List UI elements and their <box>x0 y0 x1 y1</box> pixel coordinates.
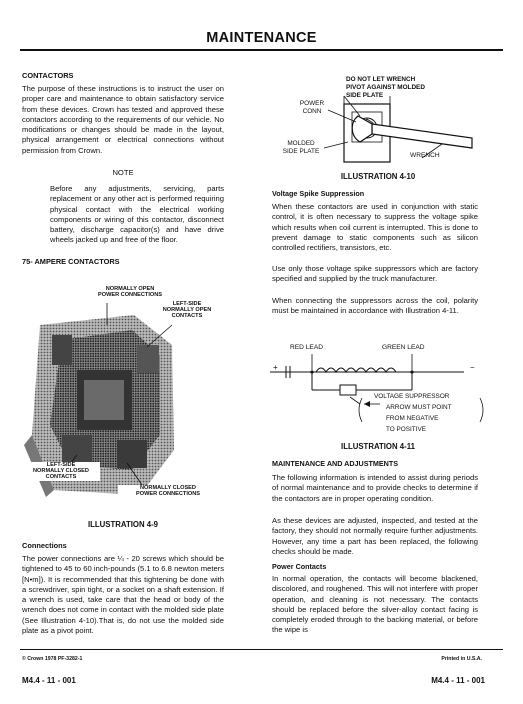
label-left-side-open: LEFT-SIDE NORMALLY OPEN CONTACTS <box>152 301 222 320</box>
maintenance-p1: The following information is intended to assist during periods of normal maintenance and to provide checks to determine if the contactors are in proper operating condition. <box>272 473 478 503</box>
illustration-4-11-caption: ILLUSTRATION 4-11 <box>341 442 415 451</box>
label-power-conn: POWER CONN <box>299 100 325 115</box>
note-text: Before any adjustments, servicing, parts replacement or any other act is performed requiring physical contact with the electrical working components or wiring of this contactor, disconnect battery, discharge capacitor(s) and have drive wheels jacked up and free of the floor. <box>50 184 224 245</box>
voltage-spike-heading: Voltage Spike Suppression <box>272 189 365 198</box>
page-title: MAINTENANCE <box>206 30 317 46</box>
amp-contactors-heading: 75- AMPERE CONTACTORS <box>22 257 120 266</box>
label-molded-side-plate: MOLDED SIDE PLATE <box>282 140 320 155</box>
label-plus: + <box>273 363 278 372</box>
label-normally-closed-power: NORMALLY CLOSED POWER CONNECTIONS <box>118 485 218 497</box>
label-red-lead: RED LEAD <box>290 344 323 351</box>
label-wrench: WRENCH <box>410 152 440 159</box>
voltage-spike-p2: Use only those voltage spike suppressors which are factory specified and supplied by the truck manufacturer. <box>272 264 478 284</box>
voltage-spike-p1: When these contactors are used in conjunction with static control, it is often necessary to suppress the voltage spike which results when coil current is interrupted. This is done to prevent damage to static components such as silicon controlled rectifiers, transistors, etc. <box>272 202 478 253</box>
voltage-spike-p3: When connecting the suppressors across the coil, polarity must be maintained in accordance with Illustration 4-11. <box>272 296 478 316</box>
page-number-left: M4.4 - 11 - 001 <box>22 676 76 685</box>
label-to-positive: TO POSITIVE <box>386 426 427 433</box>
label-minus: − <box>470 363 475 372</box>
power-contacts-text: In normal operation, the contacts will become blackened, discolored, and roughened. This will not interfere with proper operation, and cleaning is not necessary. The contacts should be replaced before the silver-alloy contact facing is completely eroded through to the backing material, or before the wipe is <box>272 574 478 635</box>
label-normally-open-power: NORMALLY OPEN POWER CONNECTIONS <box>97 286 163 299</box>
maintenance-adjustments-heading: MAINTENANCE AND ADJUSTMENTS <box>272 459 399 468</box>
illustration-4-10-caption: ILLUSTRATION 4-10 <box>340 172 416 181</box>
label-green-lead: GREEN LEAD <box>382 344 425 351</box>
label-voltage-suppressor: VOLTAGE SUPPRESSOR <box>374 393 450 400</box>
label-arrow-must-point: ARROW MUST POINT <box>386 404 452 411</box>
connections-heading: Connections <box>22 541 67 550</box>
page-number-right: M4.4 - 11 - 001 <box>431 676 485 685</box>
power-contacts-heading: Power Contacts <box>272 562 327 571</box>
label-from-negative: FROM NEGATIVE <box>386 415 439 422</box>
label-do-not-let-wrench: DO NOT LET WRENCH PIVOT AGAINST MOLDED SIDE PLATE <box>346 76 425 99</box>
title-rule <box>20 49 503 51</box>
label-left-side-closed: LEFT-SIDE NORMALLY CLOSED CONTACTS <box>22 462 100 481</box>
suppressor-diagram <box>264 342 488 432</box>
note-label: NOTE <box>112 168 134 177</box>
maintenance-p2: As these devices are adjusted, inspected, and tested at the factory, they should not normally require further adjustments. However, any time a part has been replaced, the following checks should be made. <box>272 516 478 556</box>
copyright: © Crown 1978 PF-3282-1 <box>22 656 83 662</box>
contactors-paragraph: The purpose of these instructions is to instruct the user on proper care and maintenance to obtain satisfactory service from these devices. Crown has tested and approved these contactors according to the requirements of our vehicle. No modifications or changes should be made in the layout, physical arrangement or electrical connections without permission from Crown. <box>22 84 224 155</box>
illustration-4-9-caption: ILLUSTRATION 4-9 <box>87 520 159 529</box>
printed-in: Printed in U.S.A. <box>441 656 482 662</box>
contactors-heading: CONTACTORS <box>22 71 74 80</box>
connections-text: The power connections are ¼ - 20 screws which should be tightened to 45 to 60 inch-pounds (5.1 to 6.8 newton meters [N•m]). It is recommended that this tightening be done with a screwdriver, spin tight, or a socket on a shaft extension. If a wrench is used, take care that the head or body of the wrench does not come in contact with the molded side plate (See Illustration 4-10).That is, do not use the molded side plate as a pivot point. <box>22 554 224 636</box>
footer-rule <box>20 649 503 650</box>
